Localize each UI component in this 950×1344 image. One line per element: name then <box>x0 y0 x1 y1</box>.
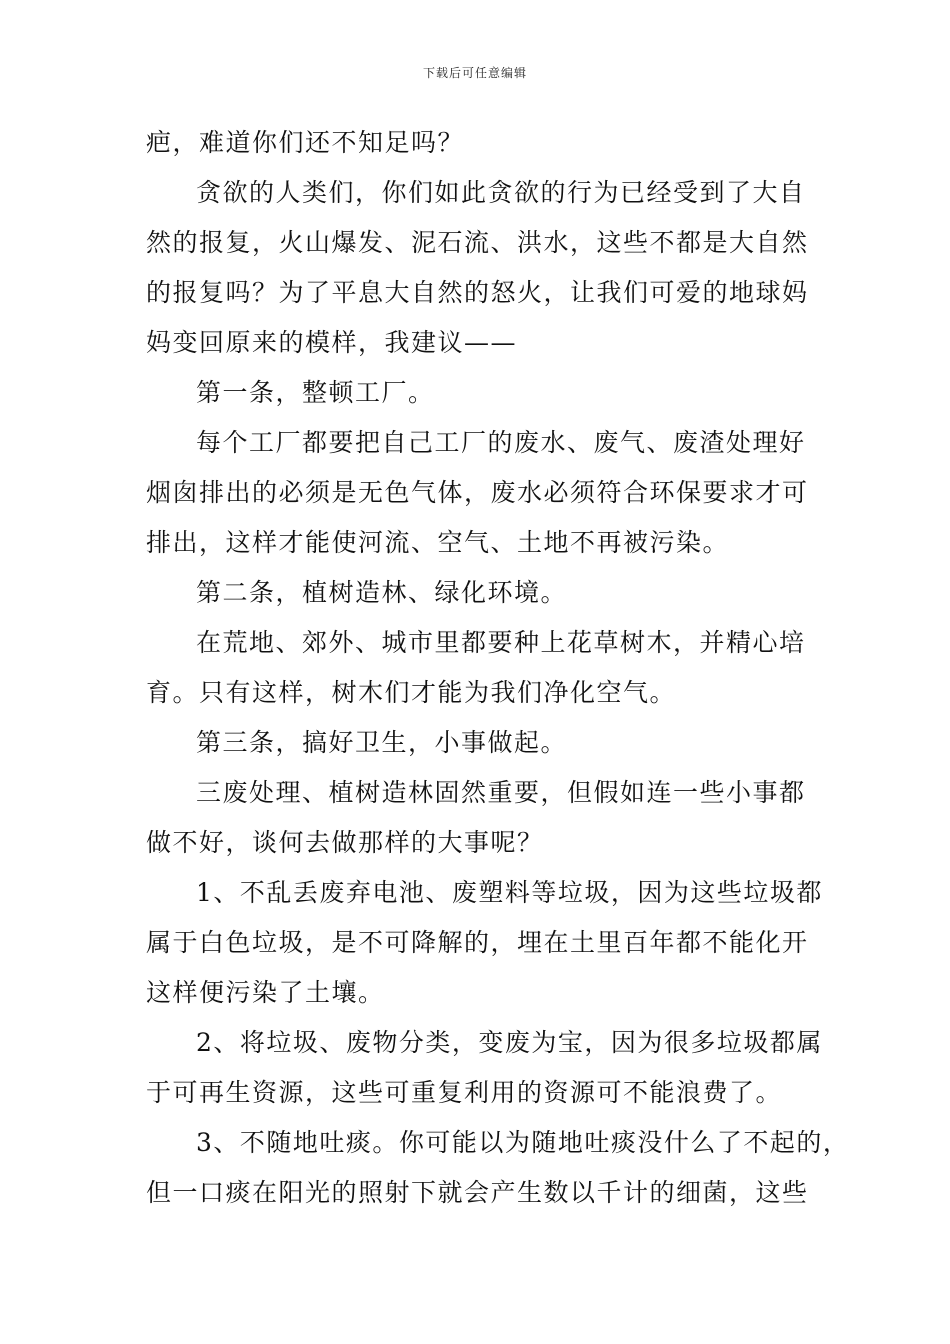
text-line: 这样便污染了土壤。 <box>146 978 385 1007</box>
text-line: 属于白色垃圾，是不可降解的，埋在土里百年都不能化开 <box>146 928 809 957</box>
text-line: 然的报复，火山爆发、泥石流、洪水，这些不都是大自然 <box>146 228 809 257</box>
text-line: 排出，这样才能使河流、空气、土地不再被污染。 <box>146 528 730 557</box>
document-body <box>146 118 850 1218</box>
text-line: 但一口痰在阳光的照射下就会产生数以千计的细菌，这些 <box>146 1178 809 1207</box>
page-header: 下载后可任意编辑 <box>422 66 527 80</box>
section-heading: 第三条，搞好卫生，小事做起。 <box>196 728 568 757</box>
text-line: 贪欲的人类们，你们如此贪欲的行为已经受到了大自 <box>196 178 806 207</box>
text-line: 疤，难道你们还不知足吗？ <box>146 128 465 157</box>
text-line: 育。只有这样，树木们才能为我们净化空气。 <box>146 678 677 707</box>
list-item-2: 2、将垃圾、废物分类，变废为宝，因为很多垃圾都属 <box>196 1028 823 1057</box>
text-line: 的报复吗？为了平息大自然的怒火，让我们可爱的地球妈 <box>146 278 809 307</box>
text-line: 妈变回原来的模样，我建议—— <box>146 328 518 357</box>
list-item-3: 3、不随地吐痰。你可能以为随地吐痰没什么了不起的， <box>196 1128 850 1157</box>
list-item-1: 1、不乱丢废弃电池、废塑料等垃圾，因为这些垃圾都 <box>196 878 823 907</box>
section-heading: 第一条，整顿工厂。 <box>196 378 435 407</box>
text-line: 做不好，谈何去做那样的大事呢？ <box>146 828 544 857</box>
section-heading: 第二条，植树造林、绿化环境。 <box>196 578 568 607</box>
text-line: 烟囱排出的必须是无色气体，废水必须符合环保要求才可 <box>146 478 809 507</box>
text-line: 于可再生资源，这些可重复利用的资源可不能浪费了。 <box>146 1078 783 1107</box>
text-line: 在荒地、郊外、城市里都要种上花草树木，并精心培 <box>196 628 806 657</box>
text-line: 三废处理、植树造林固然重要，但假如连一些小事都 <box>196 778 806 807</box>
text-line: 每个工厂都要把自己工厂的废水、废气、废渣处理好 <box>196 428 806 457</box>
